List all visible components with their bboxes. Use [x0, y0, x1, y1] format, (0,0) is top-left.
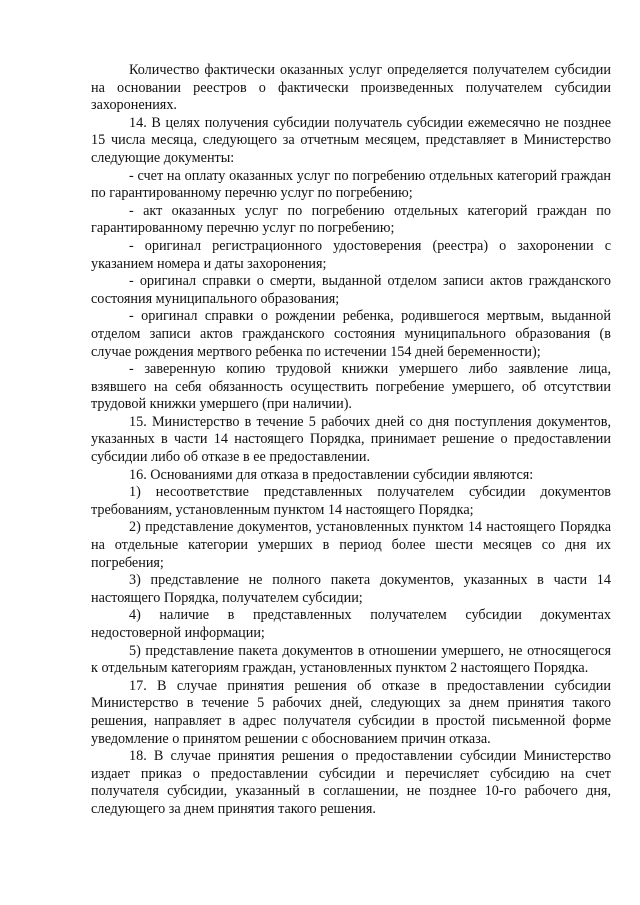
- paragraph-18: 18. В случае принятия решения о предоставлении субсидии Министерство издает приказ о предоставлении субсидии и перечисляет субсидию на счет получателя субсидии, указанный в соглашении, не позднее 10-го рабочего дня, следующего за днем принятия такого решения.: [91, 748, 611, 817]
- document-body: [91, 62, 611, 819]
- list-item-stillbirth-certificate: - оригинал справки о рождении ребенка, родившегося мертвым, выданной отделом записи актов гражданского состояния муниципального образования (в случае рождения мертвого ребенка по истечении 154 дней беременности);: [91, 308, 611, 360]
- paragraph-15: 15. Министерство в течение 5 рабочих дней со дня поступления документов, указанных в части 14 настоящего Порядка, принимает решение о предоставлении субсидии либо об отказе в ее предоставлении.: [91, 413, 611, 466]
- list-item-work-record-copy: - заверенную копию трудовой книжки умершего либо заявление лица, взявшего на себя обязанность осуществить погребение умершего, об отсутствии трудовой книжки умершего (при наличии).: [91, 361, 611, 413]
- refusal-reason-4: 4) наличие в представленных получателем субсидии документах недостоверной информации;: [91, 607, 611, 641]
- list-item-death-certificate: - оригинал справки о смерти, выданной отделом записи актов гражданского состояния муниципального образования;: [91, 273, 611, 307]
- refusal-reason-5: 5) представление пакета документов в отношении умершего, не относящегося к отдельным категориям граждан, установленных пунктом 2 настоящего Порядка.: [91, 642, 611, 677]
- paragraph-services-count: Количество фактически оказанных услуг определяется получателем субсидии на основании реестров о фактически произведенных получателем субсидии захоронениях.: [91, 62, 611, 114]
- paragraph-17: 17. В случае принятия решения об отказе в предоставлении субсидии Министерство в течение 5 рабочих дней, следующих за днем принятия такого решения, направляет в адрес получателя субсидии в простой письменной форме уведомление о принятом решении с обоснованием причин отказа.: [91, 677, 611, 747]
- refusal-reason-2: 2) представление документов, установленных пунктом 14 настоящего Порядка на отдельные категории умерших в период более шести месяцев со дня их погребения;: [91, 519, 611, 571]
- refusal-reason-3: 3) представление не полного пакета документов, указанных в части 14 настоящего Порядка, получателем субсидии;: [91, 572, 611, 606]
- refusal-reason-1: 1) несоответствие представленных получателем субсидии документов требованиям, установленным пунктом 14 настоящего Порядка;: [91, 484, 611, 518]
- list-item-registration-certificate: - оригинал регистрационного удостоверения (реестра) о захоронении с указанием номера и даты захоронения;: [91, 237, 611, 272]
- list-item-act: - акт оказанных услуг по погребению отдельных категорий граждан по гарантированному перечню услуг по погребению;: [91, 202, 611, 237]
- list-item-invoice: - счет на оплату оказанных услуг по погребению отдельных категорий граждан по гарантированному перечню услуг по погребению;: [91, 167, 611, 202]
- paragraph-14: 14. В целях получения субсидии получатель субсидии ежемесячно не позднее 15 числа месяца, следующего за отчетным месяцем, представляет в Министерство следующие документы:: [91, 114, 611, 166]
- paragraph-16: 16. Основаниями для отказа в предоставлении субсидии являются:: [129, 466, 534, 483]
